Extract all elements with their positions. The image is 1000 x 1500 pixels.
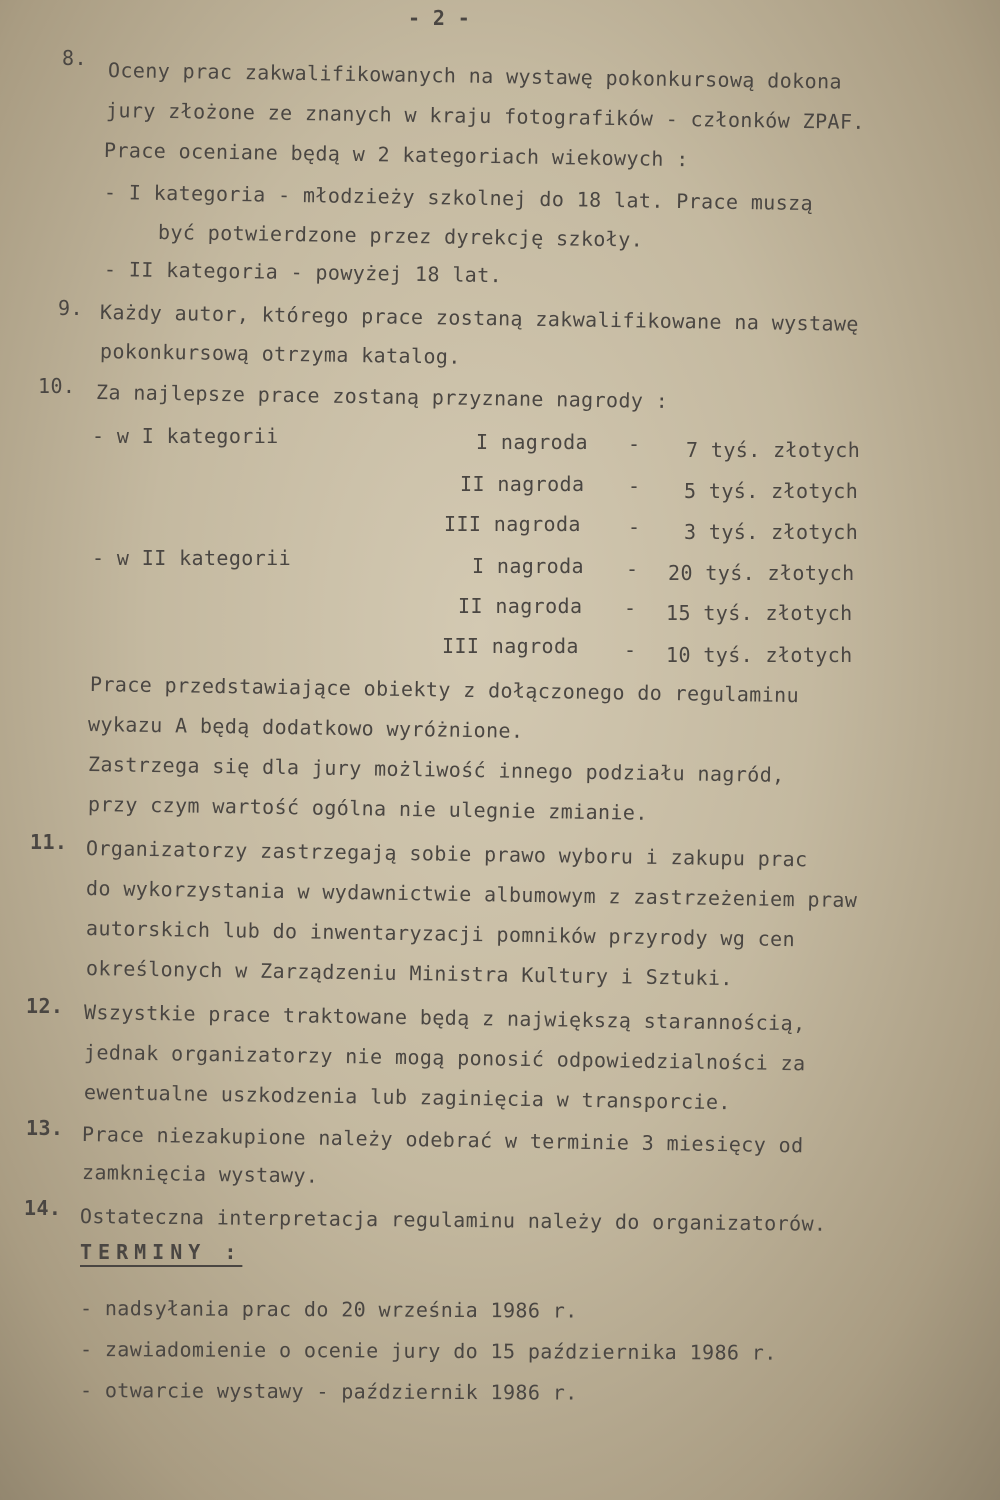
item-number: 11. [30, 830, 68, 854]
prize-place: III nagroda [444, 512, 581, 536]
terms-line: - zawiadomienie o ocenie jury do 15 października 1986 r. [79, 1337, 777, 1365]
item-line: jednak organizatorzy nie mogą ponosić odpowiedzialności za [83, 1040, 806, 1076]
item-line: zamknięcia wystawy. [81, 1160, 319, 1188]
item-line: ewentualne uszkodzenia lub zaginięcia w transporcie. [83, 1080, 732, 1115]
prize-amount: 15 tyś. złotych [666, 601, 853, 625]
item-line: Za najlepsze prace zostaną przyznane nagrody : [95, 380, 669, 413]
prize-dash: - [628, 515, 641, 539]
item-line: - II kategoria - powyżej 18 lat. [103, 257, 503, 288]
terms-line: - nadsyłania prac do 20 września 1986 r. [79, 1296, 578, 1323]
prize-amount: 10 tyś. złotych [666, 643, 853, 667]
item-line: Wszystkie prace traktowane będą z największą starannością, [83, 1000, 806, 1036]
paragraph-line: przy czym wartość ogólna nie ulegnie zmianie. [87, 792, 648, 825]
prize-place: I nagroda [472, 554, 584, 578]
prize-amount: 20 tyś. złotych [668, 561, 855, 585]
item-line: - I kategoria - młodzieży szkolnej do 18 lat. Prace muszą [103, 180, 814, 216]
item-line: autorskich lub do inwentaryzacji pomników przyrody wg cen [85, 916, 796, 952]
prize-amount: 3 tyś. złotych [684, 520, 859, 544]
item-number: 14. [24, 1196, 62, 1220]
item-line: Prace oceniane będą w 2 kategoriach wiekowych : [103, 138, 689, 172]
prize-place: III nagroda [442, 634, 579, 658]
item-line: być potwierdzone przez dyrekcję szkoły. [157, 220, 644, 252]
item-number: 10. [38, 374, 76, 398]
prize-place: II nagroda [458, 594, 583, 618]
prize-category: - w I kategorii [92, 424, 279, 448]
paragraph-line: wykazu A będą dodatkowo wyróżnione. [87, 712, 524, 743]
prize-category: - w II kategorii [92, 546, 292, 570]
item-number: 12. [26, 994, 64, 1018]
prize-dash: - [628, 432, 641, 456]
item-line: jury złożone ze znanych w kraju fotografików - członków ZPAF. [105, 98, 866, 134]
terms-heading: TERMINY : [80, 1240, 243, 1264]
item-line: pokonkursową otrzyma katalog. [99, 339, 461, 369]
item-line: Organizatorzy zastrzegają sobie prawo wyboru i zakupu prac [85, 836, 808, 872]
item-number: 13. [26, 1116, 64, 1140]
item-line: do wykorzystania w wydawnictwie albumowym z zastrzeżeniem praw [85, 876, 858, 913]
prize-amount: 5 tyś. złotych [684, 479, 859, 503]
paragraph-line: Zastrzega się dla jury możliwość innego podziału nagród, [87, 752, 785, 787]
terms-line: - otwarcie wystawy - październik 1986 r. [79, 1378, 578, 1405]
paragraph-line: Prace przedstawiające obiekty z dołączonego do regulaminu [89, 672, 800, 708]
prize-dash: - [626, 557, 639, 581]
item-line: Prace niezakupione należy odebrać w terminie 3 miesięcy od [81, 1122, 804, 1158]
prize-place: I nagroda [476, 430, 588, 454]
page-number: - 2 - [408, 6, 471, 30]
item-number: 9. [58, 296, 83, 320]
prize-dash: - [628, 474, 641, 498]
prize-amount: 7 tyś. złotych [686, 438, 861, 462]
item-line: określonych w Zarządzeniu Ministra Kultury i Sztuki. [85, 956, 734, 991]
item-line: Oceny prac zakwalifikowanych na wystawę pokonkursową dokona [107, 58, 843, 94]
prize-place: II nagroda [460, 472, 585, 496]
prize-dash: - [624, 638, 637, 662]
item-line: Ostateczna interpretacja regulaminu należy do organizatorów. [79, 1204, 827, 1236]
prize-dash: - [624, 596, 637, 620]
item-line: Każdy autor, którego prace zostaną zakwalifikowane na wystawę [99, 300, 860, 336]
item-number: 8. [62, 46, 87, 70]
